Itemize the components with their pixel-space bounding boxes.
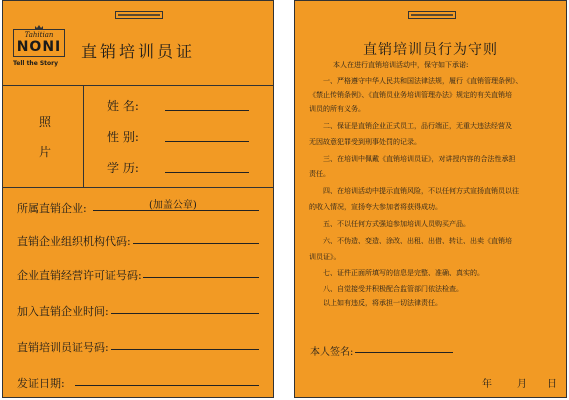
stamp-note: (加盖公章) [149,200,197,211]
divider [3,187,273,188]
org-code-field[interactable] [133,243,259,244]
logo-script-text: Tahitian [24,31,54,39]
company-field[interactable] [93,210,259,211]
gender-label: 性 别: [107,130,139,144]
gender-field[interactable] [165,141,249,142]
code-of-conduct-title: 直销培训员行为守则 [363,42,498,58]
signature-label: 本人签名: [310,347,354,358]
license-field[interactable] [143,277,259,278]
photo-label-char: 片 [39,145,52,159]
rule-line: 的收入情况，宣扬夸大参加者将获得成功。 [309,203,442,211]
rule-line: 无因故意犯罪受到刑事处罚的记录。 [309,138,421,146]
date-month-label: 月 [517,379,527,390]
education-label: 学 历: [107,161,139,175]
rule-line: 以上如有违反，将承担一切法律责任。 [323,299,442,307]
rule-line: 训员的所有义务。 [309,105,365,113]
card-title: 直销培训员证 [81,42,196,61]
company-label: 所属直销企业: [17,202,87,215]
date-day-label: 日 [547,379,557,390]
join-date-label: 加入直销企业时间: [17,305,109,318]
license-label: 企业直销经营许可证号码: [17,269,142,282]
id-card-back [294,0,567,398]
name-field[interactable] [165,110,249,111]
rule-line: 八、自觉接受并积极配合监管部门依法检查。 [323,285,463,293]
rule-line: 一、严格遵守中华人民共和国法律法规，履行《直销管理条例》、 [323,77,523,85]
rule-line: 四、在培训活动中提示直销风险，不以任何方式宣扬直销员以往 [323,187,519,195]
name-label: 姓 名: [107,99,139,113]
logo-tagline: Tell the Story [13,60,59,67]
photo-label-char: 照 [39,115,52,129]
rule-line: 训员证》。 [309,253,341,261]
rule-line: 责任。 [309,170,330,178]
id-card-front [2,0,274,398]
intro-text: 本人在进行直销培训活动中，保守如下承诺: [333,61,469,69]
photo-divider [83,86,84,187]
divider [3,85,273,86]
brand-logo [13,29,65,57]
date-year-label: 年 [482,379,492,390]
rule-line: 七、证件正面所填写的信息是完整、准确、真实的。 [323,269,484,277]
org-code-label: 直销企业组织机构代码: [17,235,131,248]
education-field[interactable] [165,172,249,173]
rule-line: 五、不以任何方式强迫参加培训人员购买产品。 [323,220,470,228]
signature-field[interactable] [355,352,453,353]
rule-line: 二、保证是直销企业正式员工，品行端正，无重大违法经营及 [323,122,512,130]
cert-number-field[interactable] [111,349,259,350]
rule-line: 《禁止传销条例》、《直销员业务培训管理办法》规定的有关直销培 [309,91,512,99]
rule-line: 六、不伪造、变造、涂改、出租、出借、转让、出卖《直销培 [323,237,512,245]
logo-main-text: NONI [16,39,62,55]
issue-date-label: 发证日期: [17,377,65,390]
cert-number-label: 直销培训员证号码: [17,341,109,354]
join-date-field[interactable] [111,313,259,314]
issue-date-field[interactable] [75,385,259,386]
rule-line: 三、在培训中佩戴《直销培训员证》，对讲授内容的合法性承担 [323,155,516,163]
lanyard-slot [408,11,456,19]
lanyard-slot [115,11,163,19]
